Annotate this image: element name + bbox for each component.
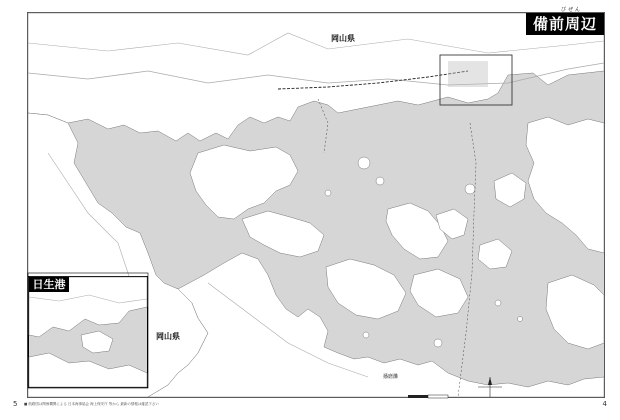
islet [376, 177, 384, 185]
prefecture-label: 岡山県 [156, 332, 180, 341]
urban-area [448, 61, 488, 87]
islet [518, 317, 523, 322]
footer-text: ■ 航路図は関係機関による 日本海事協会 海上保安庁 等から 最新の情報は確認下さい [24, 402, 159, 406]
sea-label: 播磨灘 [383, 374, 399, 380]
page-number-left: 5 [13, 400, 18, 408]
islet [495, 300, 501, 306]
compass-icon [476, 376, 504, 398]
inset-map [28, 276, 148, 388]
islet [465, 184, 475, 194]
prefecture-label: 岡山県 [331, 34, 355, 43]
islet [363, 332, 369, 338]
islet [358, 157, 370, 169]
page-title: 備前周辺 [526, 13, 604, 35]
title-ruby: びぜん [560, 7, 582, 13]
islet [434, 339, 442, 347]
scale-bar [408, 394, 448, 400]
islet [325, 190, 331, 196]
inset-svg [29, 277, 147, 387]
page-number-right: 4 [602, 400, 607, 408]
inset-title: 日生港 [29, 277, 69, 292]
map-frame [27, 7, 605, 398]
